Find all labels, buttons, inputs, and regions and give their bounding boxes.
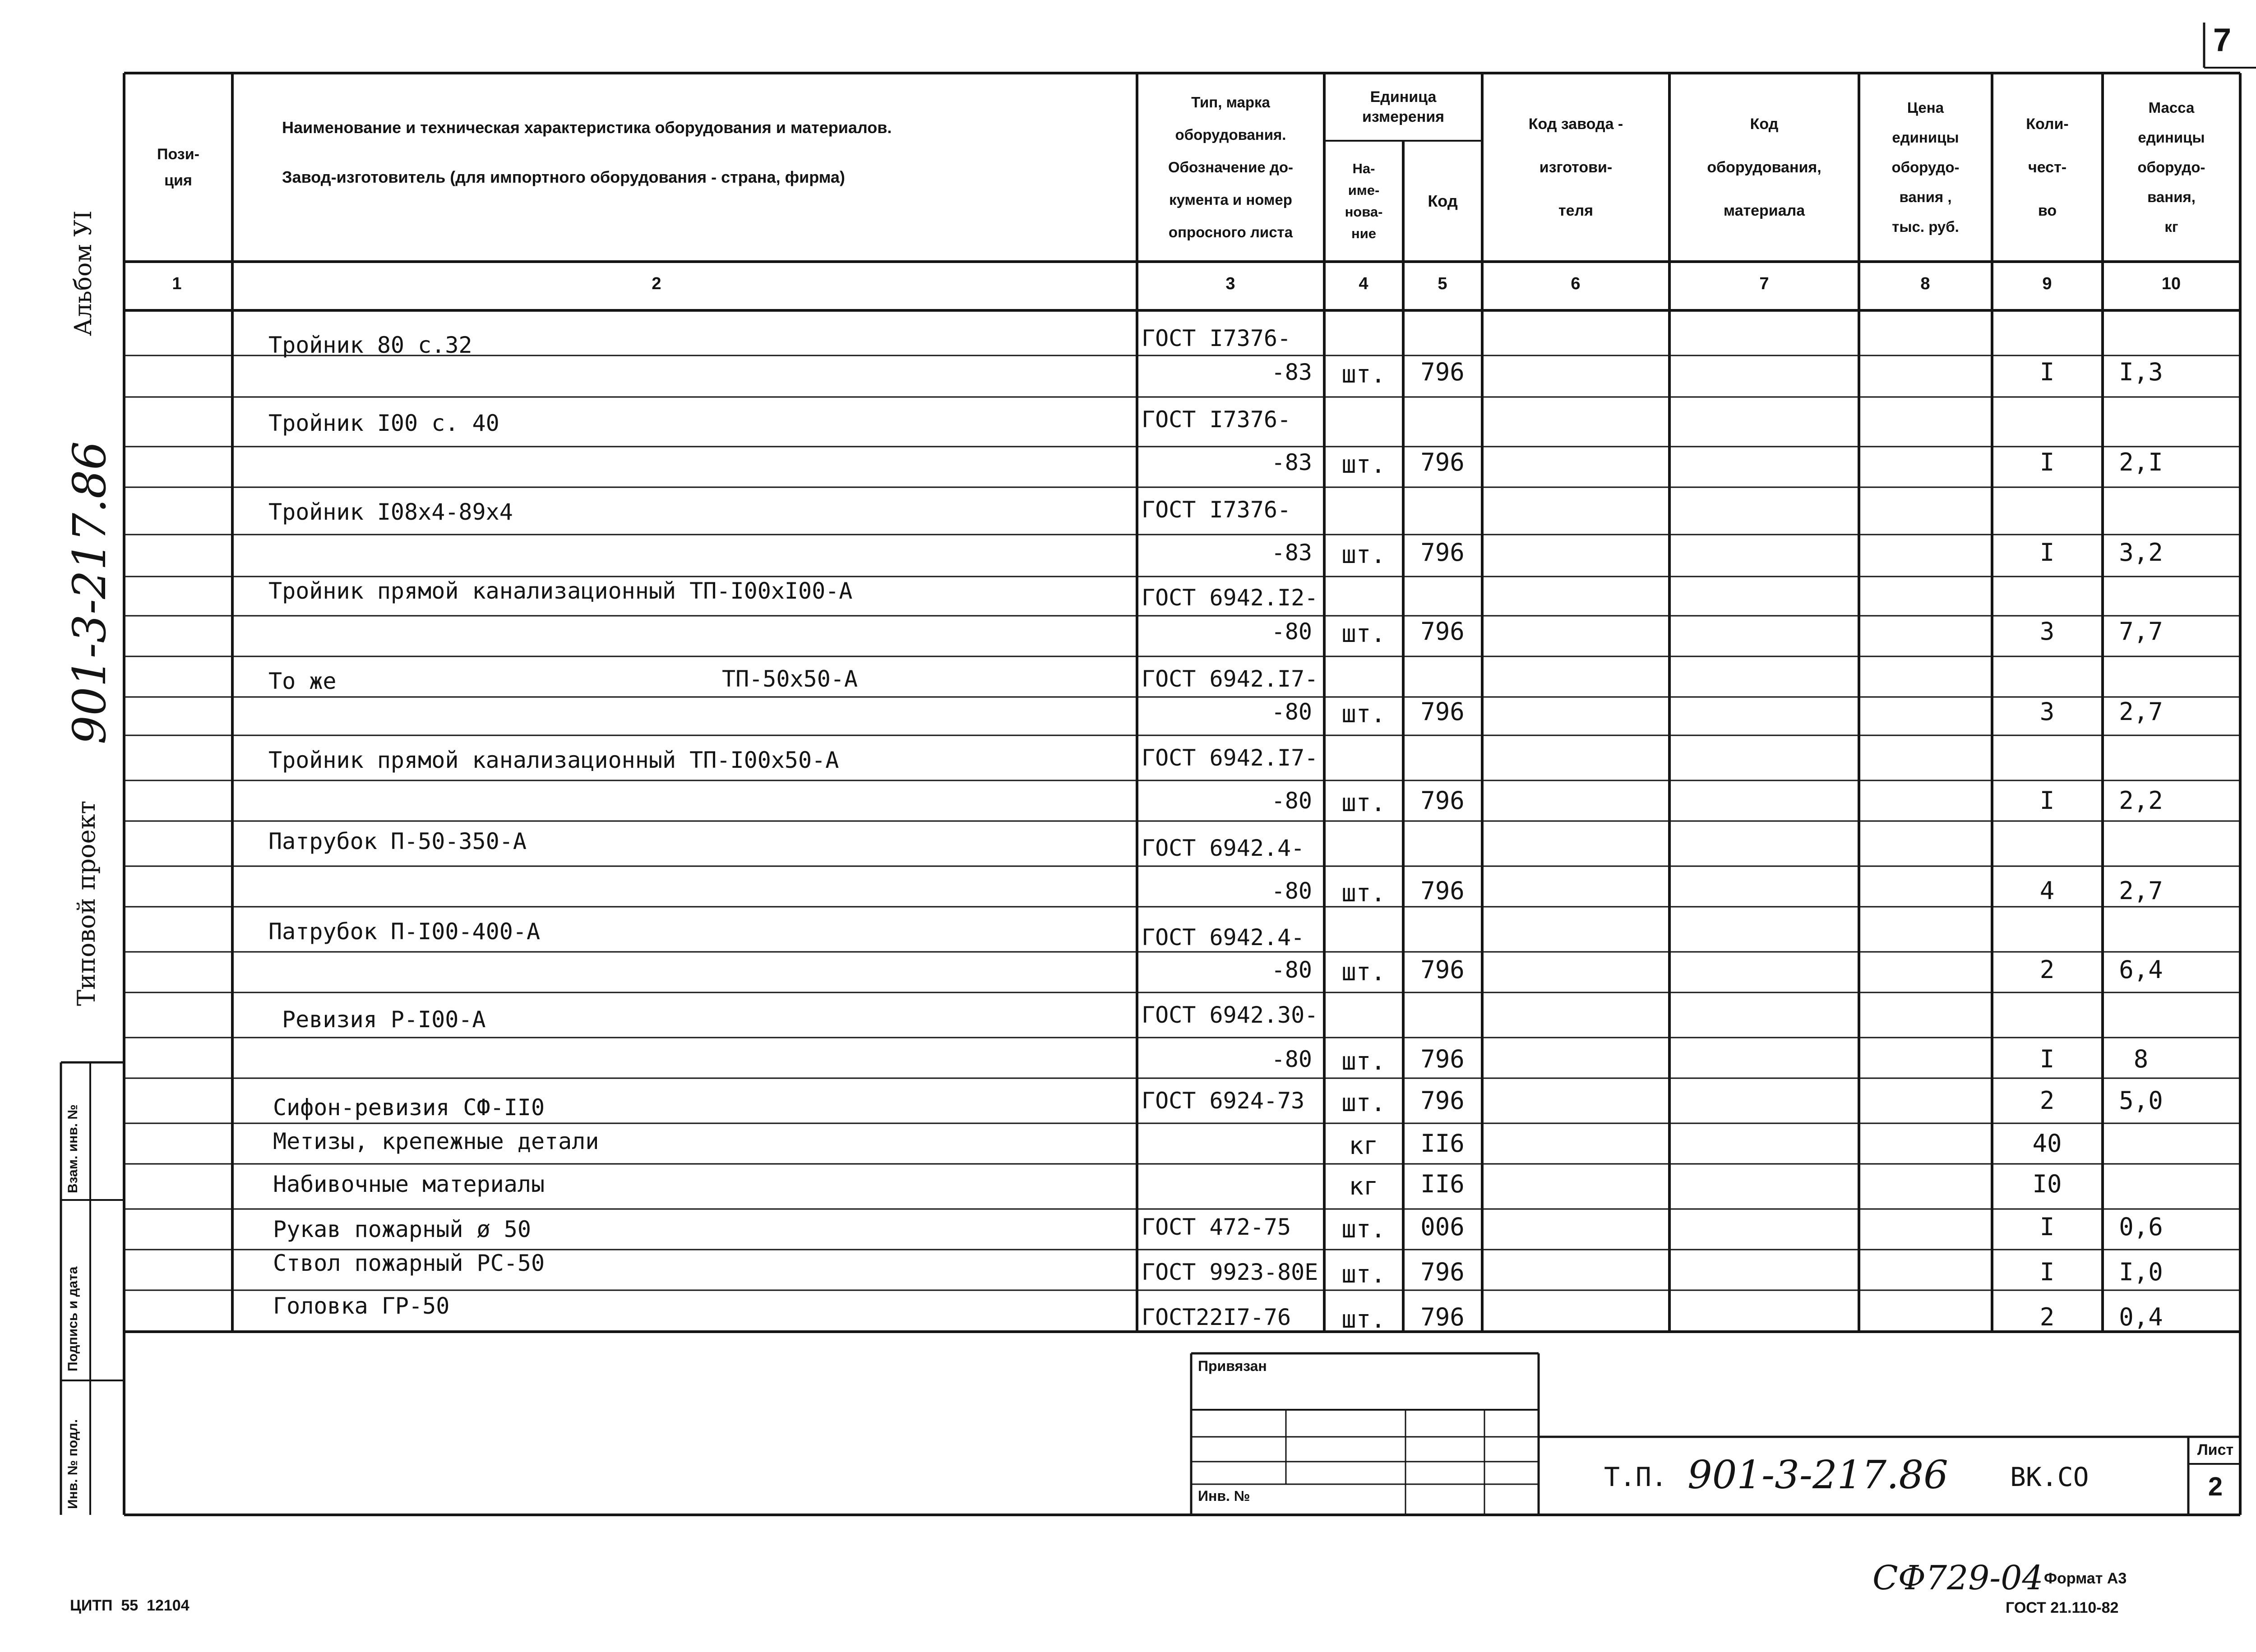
item-doc-line1: ГОСТ I7376- <box>1142 497 1291 523</box>
item-quantity: 4 <box>2039 877 2055 905</box>
item-name: Тройник прямой канализационный ТП-I00хI00-А <box>268 578 853 604</box>
item-unit: шт. <box>1341 360 1386 388</box>
printer-code: ЦИТП 55 12104 <box>70 1597 190 1614</box>
item-doc-line2: -80 <box>1271 618 1312 645</box>
item-code: 796 <box>1420 1086 1465 1115</box>
header-type: Тип, марка оборудования. Обозначение до- кумента и номер опросного листа <box>1168 94 1293 240</box>
tp-prefix: Т.П. <box>1604 1462 1667 1492</box>
sheet-number: 2 <box>2208 1472 2223 1501</box>
side-label-project-code: 901-3-217.86 <box>63 441 116 744</box>
item-code: 796 <box>1420 358 1465 386</box>
item-quantity: I <box>2039 786 2055 815</box>
tp-code: 901-3-217.86 <box>1687 1453 1948 1498</box>
item-doc-line2: -80 <box>1271 788 1312 814</box>
item-code: 796 <box>1420 877 1465 905</box>
column-number-3: 3 <box>1225 274 1235 293</box>
item-mass: 7,7 <box>2119 617 2163 646</box>
sheet-corner-number: 7 <box>2213 22 2232 58</box>
item-code: 796 <box>1420 1045 1465 1073</box>
side-label-album: Альбом УI <box>70 210 97 336</box>
header-equipment-code: Код оборудования, материала <box>1707 115 1821 219</box>
item-mass: 3,2 <box>2119 538 2163 567</box>
item-code: 796 <box>1420 1258 1465 1286</box>
header-unit-price: Цена единицы оборудо- вания , тыс. руб. <box>1891 99 1960 235</box>
item-unit: шт. <box>1341 540 1386 569</box>
item-mass: 0,6 <box>2119 1213 2163 1241</box>
item-name: Сифон-ревизия СФ-II0 <box>273 1094 545 1121</box>
header-unit-name: На- име- нова- ние <box>1345 161 1383 241</box>
item-name: Тройник прямой канализационный ТП-I00х50-А <box>268 747 839 773</box>
privyazan-label: Привязан <box>1198 1358 1267 1374</box>
column-number-10: 10 <box>2161 274 2181 293</box>
column-number-1: 1 <box>172 274 182 293</box>
item-name: Тройник I00 с. 40 <box>268 410 499 436</box>
item-code: 796 <box>1420 538 1465 567</box>
header-unit-code: Код <box>1428 192 1458 210</box>
item-quantity: I0 <box>2032 1170 2062 1198</box>
item-doc-line1: ГОСТ 6942.30- <box>1142 1002 1318 1028</box>
column-number-9: 9 <box>2042 274 2052 293</box>
item-doc-line2: -83 <box>1271 449 1312 475</box>
item-doc-line2: -80 <box>1271 1046 1312 1072</box>
column-number-6: 6 <box>1571 274 1581 293</box>
column-number-8: 8 <box>1920 274 1930 293</box>
item-quantity: I <box>2039 1213 2055 1241</box>
item-name: Тройник 80 с.32 <box>268 332 472 358</box>
item-code: 006 <box>1420 1213 1465 1241</box>
item-code: 796 <box>1420 697 1465 726</box>
stamp-label-replace-inv: Взам. инв. № <box>65 1104 80 1193</box>
item-mass: 6,4 <box>2119 955 2163 984</box>
item-doc-line1: ГОСТ 9923-80Е <box>1142 1259 1318 1285</box>
item-quantity: I <box>2039 1258 2055 1286</box>
item-quantity: 2 <box>2039 1303 2055 1331</box>
item-unit: шт. <box>1341 1305 1386 1334</box>
item-doc-line1: ГОСТ I7376- <box>1142 325 1291 351</box>
item-unit: кг <box>1349 1131 1378 1160</box>
item-unit: шт. <box>1341 619 1386 648</box>
item-mass: 2,7 <box>2119 877 2163 905</box>
item-name-suffix: ТП-50х50-А <box>722 666 858 692</box>
header-name-line1: Наименование и техническая характеристика оборудования и материалов. <box>282 118 892 137</box>
item-doc-line1: ГОСТ 6942.4- <box>1142 924 1305 951</box>
item-unit: шт. <box>1341 1047 1386 1075</box>
item-name: Набивочные материалы <box>273 1171 545 1197</box>
item-name: Тройник I08х4-89х4 <box>268 499 513 525</box>
stamp-label-signature-date: Подпись и дата <box>65 1266 80 1371</box>
item-doc-line2: -83 <box>1271 359 1312 385</box>
item-code: 796 <box>1420 617 1465 646</box>
item-unit: шт. <box>1341 789 1386 817</box>
item-quantity: I <box>2039 448 2055 476</box>
item-unit: кг <box>1349 1172 1378 1200</box>
item-name: Метизы, крепежные детали <box>273 1128 599 1154</box>
header-quantity: Коли- чест- во <box>2026 115 2069 219</box>
item-code: 796 <box>1420 1303 1465 1331</box>
item-quantity: 2 <box>2039 1086 2055 1115</box>
item-mass: 2,7 <box>2119 697 2163 726</box>
item-mass: 0,4 <box>2119 1303 2163 1331</box>
item-quantity: I <box>2039 1045 2055 1073</box>
item-mass: 2,2 <box>2119 786 2163 815</box>
column-number-4: 4 <box>1359 274 1368 293</box>
standard-label: ГОСТ 21.110-82 <box>2006 1599 2119 1616</box>
item-name: Патрубок П-I00-400-А <box>268 918 541 945</box>
item-quantity: 3 <box>2039 697 2055 726</box>
item-name: Головка ГР-50 <box>273 1293 450 1319</box>
item-doc-line1: ГОСТ 6942.I7- <box>1142 666 1318 692</box>
sheet-label: Лист <box>2197 1441 2234 1458</box>
header-unit-mass: Масса единицы оборудо- вания, кг <box>2137 99 2205 235</box>
item-code: 796 <box>1420 955 1465 984</box>
item-name: Рукав пожарный ø 50 <box>273 1216 531 1242</box>
header-unit-group: Единица измерения <box>1362 88 1444 125</box>
item-doc-line1: ГОСТ 6942.I2- <box>1142 585 1318 611</box>
item-code: 796 <box>1420 786 1465 815</box>
stamp-code: СФ729-04 <box>1872 1559 2043 1597</box>
item-unit: шт. <box>1341 1215 1386 1243</box>
item-quantity: 40 <box>2032 1129 2062 1158</box>
header-name-line2: Завод-изготовитель (для импортного оборудования - страна, фирма) <box>282 168 845 186</box>
item-mass: 5,0 <box>2119 1086 2163 1115</box>
column-number-2: 2 <box>652 274 661 293</box>
item-quantity: I <box>2039 538 2055 567</box>
item-doc-line2: -80 <box>1271 699 1312 725</box>
item-name: То же <box>268 668 337 694</box>
item-doc-line1: ГОСТ22I7-76 <box>1142 1304 1291 1330</box>
item-doc-line1: ГОСТ I7376- <box>1142 406 1291 433</box>
item-mass: 8 <box>2133 1045 2149 1073</box>
side-label-project-type: Типовой проект <box>72 800 101 1006</box>
item-mass: 2,I <box>2119 448 2163 476</box>
item-doc-line1: ГОСТ 6924-73 <box>1142 1088 1305 1114</box>
item-unit: шт. <box>1341 450 1386 479</box>
item-unit: шт. <box>1341 879 1386 907</box>
item-quantity: 3 <box>2039 617 2055 646</box>
item-name: Ревизия Р-I00-А <box>282 1006 486 1033</box>
doc-mark: ВК.СО <box>2010 1462 2089 1492</box>
item-doc-line2: -80 <box>1271 878 1312 904</box>
item-name: Патрубок П-50-350-А <box>268 828 527 854</box>
item-doc-line2: -80 <box>1271 957 1312 983</box>
item-doc-line1: ГОСТ 6942.4- <box>1142 835 1305 861</box>
item-name: Ствол пожарный РС-50 <box>273 1250 545 1276</box>
item-mass: I,3 <box>2119 358 2163 386</box>
item-unit: шт. <box>1341 1089 1386 1117</box>
format-label: Формат А3 <box>2044 1570 2127 1587</box>
item-doc-line1: ГОСТ 472-75 <box>1142 1214 1291 1240</box>
stamp-label-original-inv: Инв. № подл. <box>65 1419 80 1509</box>
item-unit: шт. <box>1341 1260 1386 1288</box>
header-position: Пози- ция <box>157 146 199 189</box>
header-name <box>232 73 1137 262</box>
item-quantity: 2 <box>2039 955 2055 984</box>
item-code: II6 <box>1420 1170 1465 1198</box>
item-unit: шт. <box>1341 958 1386 986</box>
item-doc-line1: ГОСТ 6942.I7- <box>1142 745 1318 771</box>
item-code: 796 <box>1420 448 1465 476</box>
column-number-7: 7 <box>1759 274 1769 293</box>
item-doc-line2: -83 <box>1271 540 1312 566</box>
item-quantity: I <box>2039 358 2055 386</box>
column-number-5: 5 <box>1438 274 1447 293</box>
item-code: II6 <box>1420 1129 1465 1158</box>
inv-number-label: Инв. № <box>1198 1488 1250 1504</box>
item-mass: I,0 <box>2119 1258 2163 1286</box>
header-manufacturer-code: Код завода - изготови- теля <box>1528 115 1623 219</box>
item-unit: шт. <box>1341 700 1386 728</box>
